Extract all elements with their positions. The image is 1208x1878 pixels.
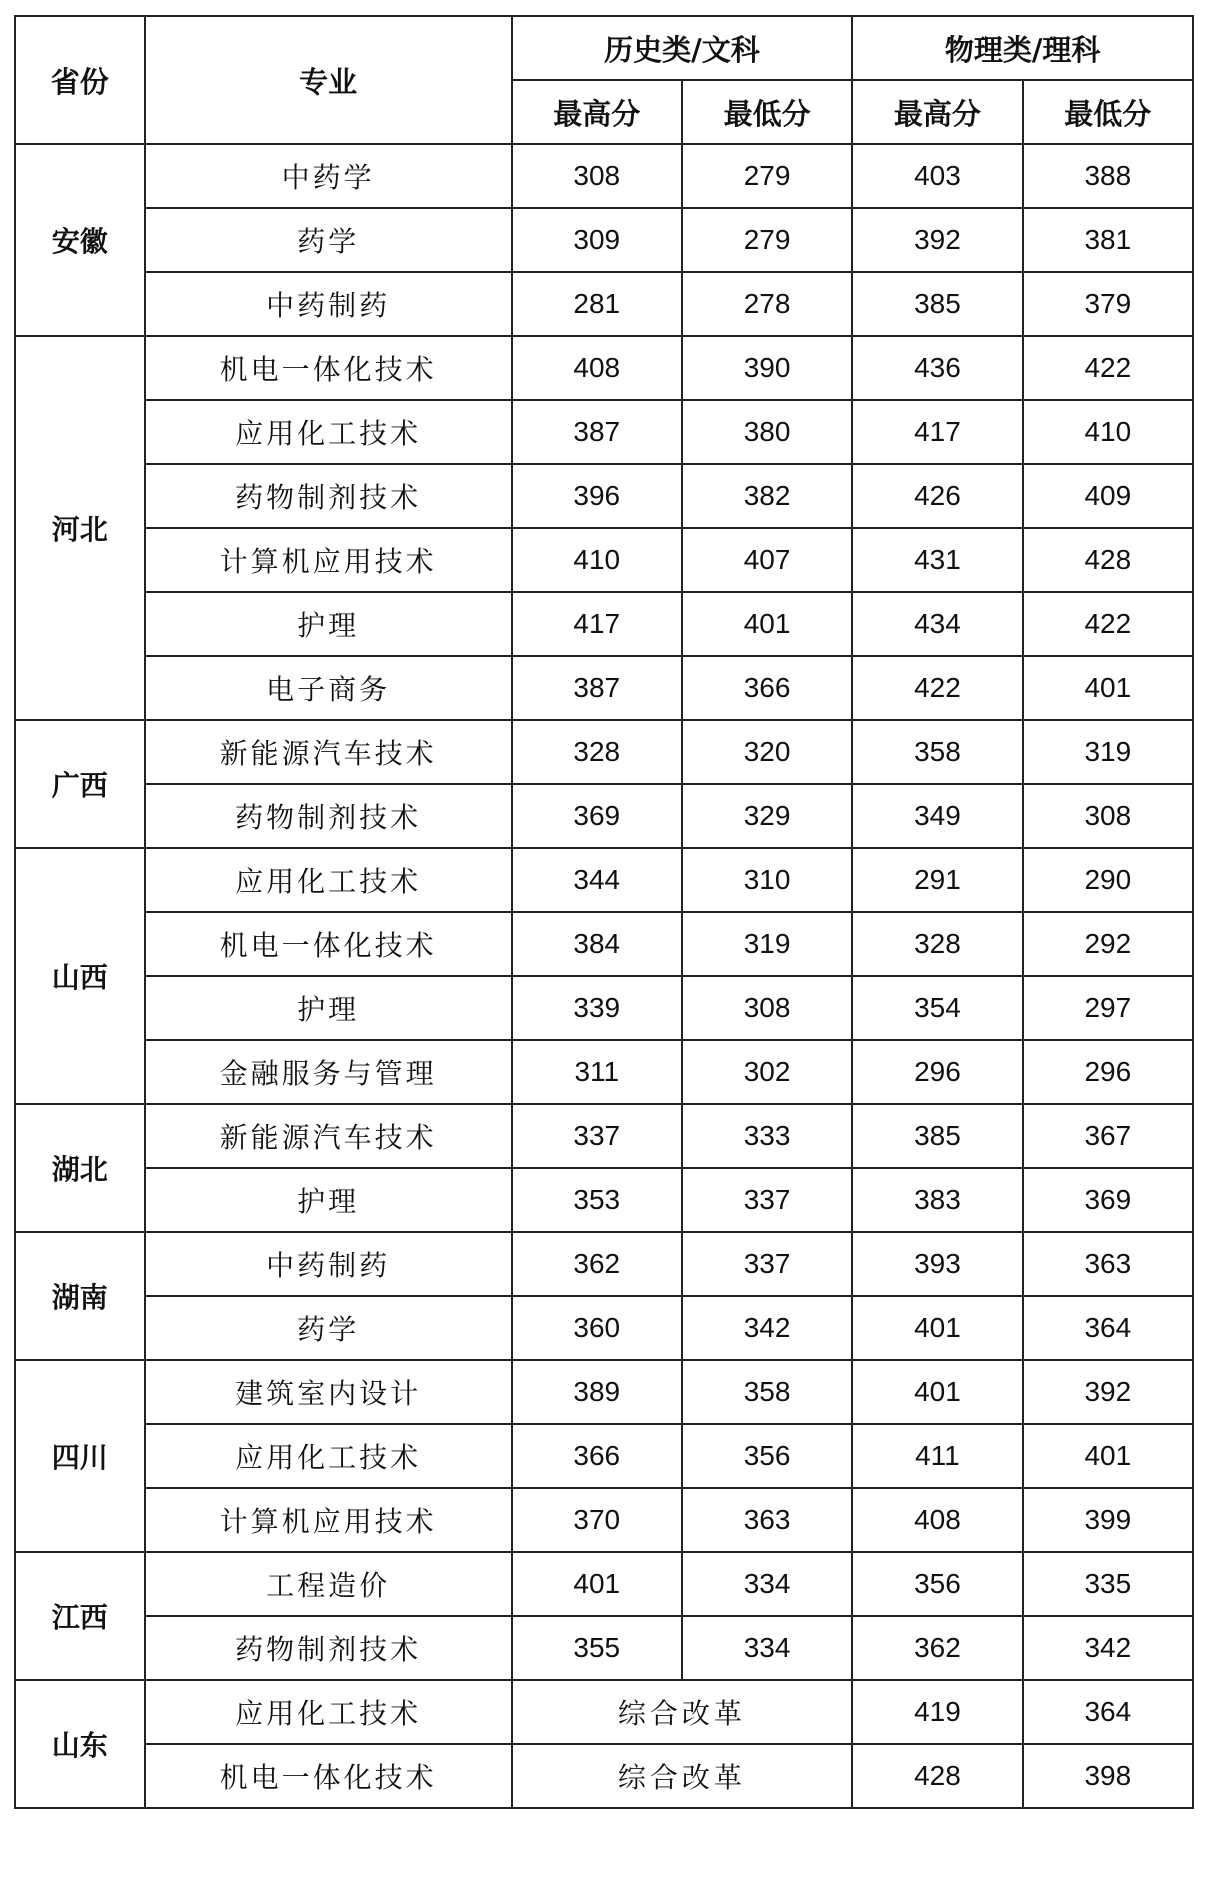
history-max-cell: 417: [512, 592, 682, 656]
history-min-cell: 329: [682, 784, 852, 848]
table-row: [15, 1296, 1193, 1360]
history-min-cell: 382: [682, 464, 852, 528]
physics-min-cell: 401: [1023, 1424, 1193, 1488]
major-cell: 电子商务: [145, 656, 512, 720]
history-merged-cell: 综合改革: [512, 1744, 853, 1808]
header-province: 省份: [15, 16, 145, 144]
header-physics-min: 最低分: [1023, 80, 1193, 144]
table-row: [15, 976, 1193, 1040]
physics-max-cell: 358: [852, 720, 1022, 784]
history-max-cell: 344: [512, 848, 682, 912]
physics-min-cell: 319: [1023, 720, 1193, 784]
table-row: [15, 1680, 1193, 1744]
physics-max-cell: 385: [852, 272, 1022, 336]
table-row: [15, 272, 1193, 336]
physics-min-cell: 296: [1023, 1040, 1193, 1104]
history-min-cell: 363: [682, 1488, 852, 1552]
history-min-cell: 380: [682, 400, 852, 464]
header-physics-max: 最高分: [852, 80, 1022, 144]
history-min-cell: 310: [682, 848, 852, 912]
physics-max-cell: 436: [852, 336, 1022, 400]
table-row: [15, 1488, 1193, 1552]
history-min-cell: 342: [682, 1296, 852, 1360]
header-history-max: 最高分: [512, 80, 682, 144]
history-max-cell: 408: [512, 336, 682, 400]
physics-max-cell: 401: [852, 1296, 1022, 1360]
table-row: [15, 656, 1193, 720]
history-min-cell: 308: [682, 976, 852, 1040]
history-max-cell: 337: [512, 1104, 682, 1168]
table-row: [15, 1424, 1193, 1488]
physics-min-cell: 409: [1023, 464, 1193, 528]
major-cell: 应用化工技术: [145, 848, 512, 912]
history-min-cell: 356: [682, 1424, 852, 1488]
header-major: 专业: [145, 16, 512, 144]
major-cell: 建筑室内设计: [145, 1360, 512, 1424]
province-cell: 安徽: [15, 144, 145, 336]
physics-max-cell: 422: [852, 656, 1022, 720]
history-min-cell: 337: [682, 1168, 852, 1232]
table-row: [15, 464, 1193, 528]
physics-min-cell: 364: [1023, 1680, 1193, 1744]
table-header: [15, 16, 1193, 144]
physics-min-cell: 388: [1023, 144, 1193, 208]
physics-max-cell: 403: [852, 144, 1022, 208]
history-min-cell: 407: [682, 528, 852, 592]
physics-min-cell: 401: [1023, 656, 1193, 720]
history-max-cell: 410: [512, 528, 682, 592]
physics-min-cell: 308: [1023, 784, 1193, 848]
history-min-cell: 319: [682, 912, 852, 976]
province-cell: 湖南: [15, 1232, 145, 1360]
physics-max-cell: 428: [852, 1744, 1022, 1808]
physics-max-cell: 392: [852, 208, 1022, 272]
table-row: [15, 848, 1193, 912]
physics-max-cell: 401: [852, 1360, 1022, 1424]
table-row: [15, 1616, 1193, 1680]
major-cell: 机电一体化技术: [145, 336, 512, 400]
major-cell: 应用化工技术: [145, 1424, 512, 1488]
table-row: [15, 144, 1193, 208]
physics-max-cell: 408: [852, 1488, 1022, 1552]
table-row: [15, 400, 1193, 464]
history-max-cell: 384: [512, 912, 682, 976]
table-row: [15, 1104, 1193, 1168]
province-cell: 山西: [15, 848, 145, 1104]
physics-max-cell: 356: [852, 1552, 1022, 1616]
table-row: [15, 912, 1193, 976]
history-max-cell: 309: [512, 208, 682, 272]
physics-min-cell: 410: [1023, 400, 1193, 464]
physics-min-cell: 369: [1023, 1168, 1193, 1232]
physics-min-cell: 335: [1023, 1552, 1193, 1616]
physics-max-cell: 426: [852, 464, 1022, 528]
history-max-cell: 366: [512, 1424, 682, 1488]
major-cell: 计算机应用技术: [145, 528, 512, 592]
physics-max-cell: 354: [852, 976, 1022, 1040]
physics-max-cell: 431: [852, 528, 1022, 592]
history-min-cell: 302: [682, 1040, 852, 1104]
history-max-cell: 370: [512, 1488, 682, 1552]
history-min-cell: 334: [682, 1616, 852, 1680]
major-cell: 中药制药: [145, 1232, 512, 1296]
physics-min-cell: 363: [1023, 1232, 1193, 1296]
province-cell: 广西: [15, 720, 145, 848]
major-cell: 计算机应用技术: [145, 1488, 512, 1552]
history-max-cell: 369: [512, 784, 682, 848]
history-min-cell: 279: [682, 208, 852, 272]
history-min-cell: 366: [682, 656, 852, 720]
major-cell: 中药学: [145, 144, 512, 208]
physics-min-cell: 290: [1023, 848, 1193, 912]
history-min-cell: 279: [682, 144, 852, 208]
table-row: [15, 336, 1193, 400]
history-max-cell: 396: [512, 464, 682, 528]
physics-max-cell: 417: [852, 400, 1022, 464]
major-cell: 应用化工技术: [145, 400, 512, 464]
history-min-cell: 358: [682, 1360, 852, 1424]
history-min-cell: 401: [682, 592, 852, 656]
physics-max-cell: 393: [852, 1232, 1022, 1296]
major-cell: 工程造价: [145, 1552, 512, 1616]
province-cell: 四川: [15, 1360, 145, 1552]
history-max-cell: 311: [512, 1040, 682, 1104]
table-row: [15, 1232, 1193, 1296]
major-cell: 药学: [145, 208, 512, 272]
major-cell: 金融服务与管理: [145, 1040, 512, 1104]
physics-min-cell: 398: [1023, 1744, 1193, 1808]
physics-max-cell: 383: [852, 1168, 1022, 1232]
physics-min-cell: 367: [1023, 1104, 1193, 1168]
history-max-cell: 328: [512, 720, 682, 784]
major-cell: 机电一体化技术: [145, 912, 512, 976]
table-row: [15, 528, 1193, 592]
history-max-cell: 389: [512, 1360, 682, 1424]
physics-min-cell: 381: [1023, 208, 1193, 272]
major-cell: 新能源汽车技术: [145, 1104, 512, 1168]
physics-max-cell: 296: [852, 1040, 1022, 1104]
physics-min-cell: 364: [1023, 1296, 1193, 1360]
history-max-cell: 401: [512, 1552, 682, 1616]
major-cell: 药物制剂技术: [145, 464, 512, 528]
province-cell: 河北: [15, 336, 145, 720]
table-body: [15, 144, 1193, 1808]
history-min-cell: 334: [682, 1552, 852, 1616]
physics-max-cell: 362: [852, 1616, 1022, 1680]
physics-max-cell: 434: [852, 592, 1022, 656]
province-cell: 江西: [15, 1552, 145, 1680]
history-max-cell: 360: [512, 1296, 682, 1360]
physics-min-cell: 342: [1023, 1616, 1193, 1680]
major-cell: 中药制药: [145, 272, 512, 336]
physics-max-cell: 419: [852, 1680, 1022, 1744]
physics-min-cell: 422: [1023, 592, 1193, 656]
table-row: [15, 208, 1193, 272]
physics-max-cell: 328: [852, 912, 1022, 976]
physics-min-cell: 392: [1023, 1360, 1193, 1424]
province-cell: 湖北: [15, 1104, 145, 1232]
history-max-cell: 387: [512, 400, 682, 464]
physics-min-cell: 292: [1023, 912, 1193, 976]
major-cell: 药物制剂技术: [145, 784, 512, 848]
physics-max-cell: 411: [852, 1424, 1022, 1488]
physics-min-cell: 399: [1023, 1488, 1193, 1552]
physics-max-cell: 291: [852, 848, 1022, 912]
history-min-cell: 390: [682, 336, 852, 400]
history-min-cell: 320: [682, 720, 852, 784]
history-min-cell: 278: [682, 272, 852, 336]
history-max-cell: 387: [512, 656, 682, 720]
physics-min-cell: 297: [1023, 976, 1193, 1040]
header-history-min: 最低分: [682, 80, 852, 144]
province-cell: 山东: [15, 1680, 145, 1808]
table-row: [15, 1040, 1193, 1104]
header-group-history: 历史类/文科: [512, 16, 853, 80]
table-row: [15, 1744, 1193, 1808]
history-max-cell: 281: [512, 272, 682, 336]
history-max-cell: 353: [512, 1168, 682, 1232]
table-row: [15, 784, 1193, 848]
history-merged-cell: 综合改革: [512, 1680, 853, 1744]
table-row: [15, 592, 1193, 656]
score-table: [14, 15, 1194, 1809]
table-row: [15, 720, 1193, 784]
history-max-cell: 339: [512, 976, 682, 1040]
table-row: [15, 1360, 1193, 1424]
header-group-physics: 物理类/理科: [852, 16, 1193, 80]
table-row: [15, 1168, 1193, 1232]
physics-min-cell: 422: [1023, 336, 1193, 400]
major-cell: 药物制剂技术: [145, 1616, 512, 1680]
physics-min-cell: 379: [1023, 272, 1193, 336]
history-min-cell: 337: [682, 1232, 852, 1296]
major-cell: 护理: [145, 1168, 512, 1232]
physics-min-cell: 428: [1023, 528, 1193, 592]
major-cell: 应用化工技术: [145, 1680, 512, 1744]
major-cell: 机电一体化技术: [145, 1744, 512, 1808]
physics-max-cell: 349: [852, 784, 1022, 848]
table-row: [15, 1552, 1193, 1616]
history-min-cell: 333: [682, 1104, 852, 1168]
history-max-cell: 362: [512, 1232, 682, 1296]
major-cell: 新能源汽车技术: [145, 720, 512, 784]
major-cell: 护理: [145, 976, 512, 1040]
major-cell: 护理: [145, 592, 512, 656]
history-max-cell: 308: [512, 144, 682, 208]
physics-max-cell: 385: [852, 1104, 1022, 1168]
header-row-groups: [15, 16, 1193, 80]
major-cell: 药学: [145, 1296, 512, 1360]
history-max-cell: 355: [512, 1616, 682, 1680]
